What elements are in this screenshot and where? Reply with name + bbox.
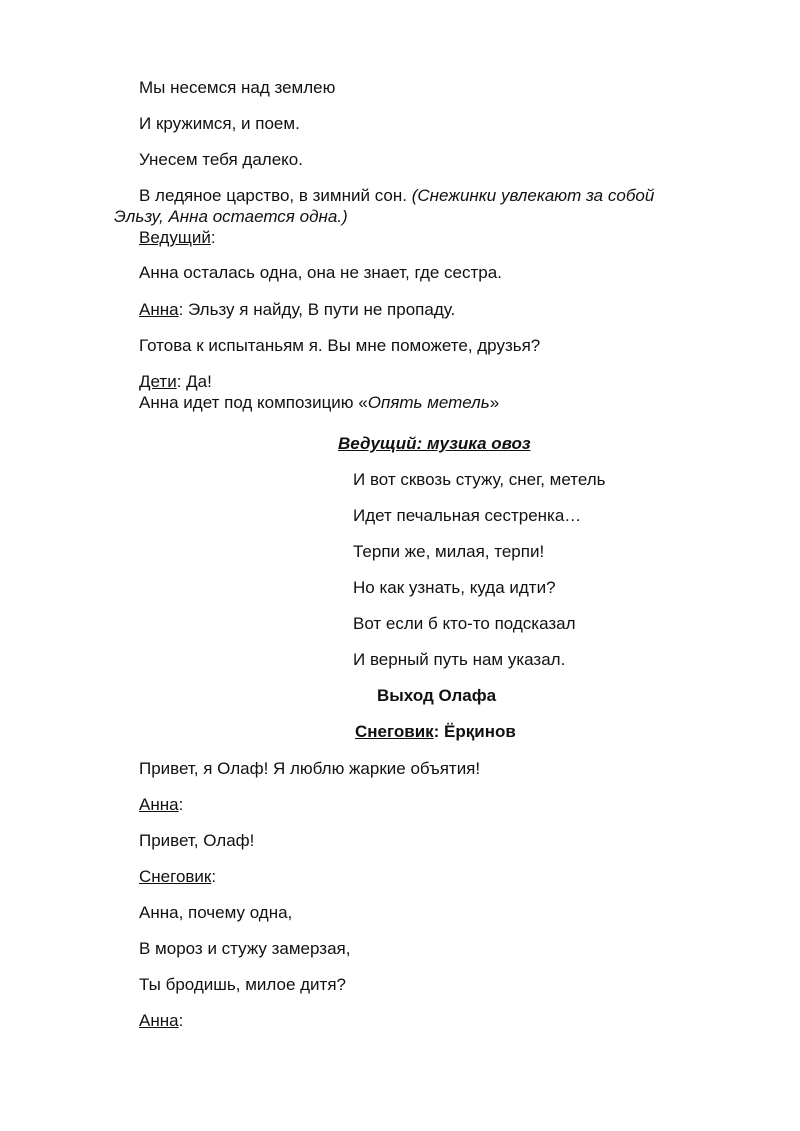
poem-line: Но как узнать, куда идти? (353, 578, 556, 597)
poem-line: Терпи же, милая, терпи! (353, 542, 545, 561)
section-heading (355, 722, 516, 742)
text-run: : (210, 228, 216, 247)
text-run: : Да! (176, 372, 212, 391)
speaker-line (139, 300, 455, 320)
text-line: Привет, я Олаф! Я люблю жаркие объятия! (139, 759, 481, 778)
text-line (139, 186, 654, 206)
speaker-line (139, 228, 216, 248)
speaker-line (139, 795, 183, 815)
section-heading: Ведущий: музика овоз (338, 434, 531, 453)
speaker-name: Анна (139, 1011, 179, 1030)
speaker-name: Анна (139, 300, 179, 319)
speaker-line (139, 867, 216, 887)
stage-direction: Эльзу, Анна остается одна.) (114, 207, 348, 226)
text-run: : (178, 1011, 184, 1030)
poem-line: И верный путь нам указал. (353, 650, 566, 669)
text-line (139, 393, 499, 413)
text-run: » (489, 393, 500, 412)
section-heading: Выход Олафа (377, 686, 497, 705)
speaker-name: Анна (139, 795, 179, 814)
text-line: Анна осталась одна, она не знает, где сестра. (139, 263, 502, 282)
text-line: Привет, Олаф! (139, 831, 255, 850)
speaker-name: Снеговик (139, 867, 212, 886)
speaker-name: Снеговик (355, 722, 434, 741)
text-run: : (211, 867, 217, 886)
poem-line: Вот если б кто-то подсказал (353, 614, 576, 633)
text-run: Анна идет под композицию « (139, 393, 368, 412)
text-line: И кружимся, и поем. (139, 114, 300, 133)
poem-line: И вот сквозь стужу, снег, метель (353, 470, 606, 489)
song-title: Опять метель (367, 393, 490, 412)
text-line: Анна, почему одна, (139, 903, 293, 922)
speaker-line (139, 372, 212, 392)
stage-direction: (Снежинки увлекают за собой (411, 186, 655, 205)
text-line: В мороз и стужу замерзая, (139, 939, 351, 958)
text-line: Унесем тебя далеко. (139, 150, 303, 169)
text-run: В ледяное царство, в зимний сон. (139, 186, 412, 205)
text-line: Мы несемся над землею (139, 78, 336, 97)
speaker-name: Ведущий (139, 228, 211, 247)
poem-line: Идет печальная сестренка… (353, 506, 582, 525)
text-line: Ты бродишь, милое дитя? (139, 975, 346, 994)
speaker-name: Дети (139, 372, 177, 391)
text-run: : (178, 795, 184, 814)
text-run: : Эльзу я найду, В пути не пропаду. (178, 300, 456, 319)
text-line: Готова к испытаньям я. Вы мне поможете, друзья? (139, 336, 541, 355)
speaker-line (139, 1011, 183, 1031)
text-run: : Ёрқинов (433, 722, 516, 741)
